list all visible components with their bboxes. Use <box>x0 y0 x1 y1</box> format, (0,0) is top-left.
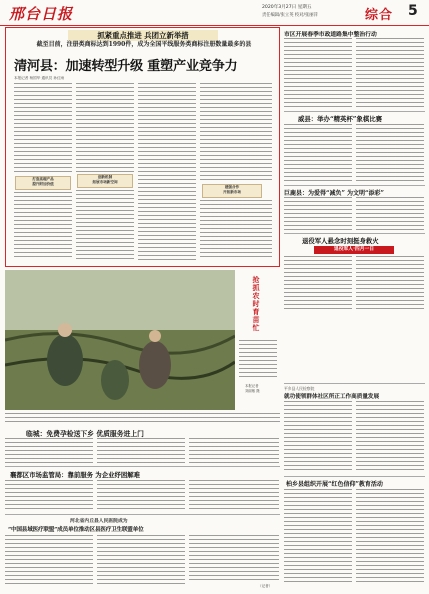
lead-col-1 <box>14 83 72 175</box>
lower-h3-kicker: 河北省内丘县人民医院成为 <box>70 519 128 524</box>
lead-headline: 清河县：加速转型升级 重塑产业竞争力 <box>14 59 238 74</box>
right-h2: 威县：举办“精英杯”象棋比赛 <box>298 115 383 123</box>
masthead <box>0 0 429 26</box>
right-h1: 市区开展春季市政道路集中整治行动 <box>284 32 377 38</box>
lead-col-1b <box>14 192 72 260</box>
newspaper-logo: 邢台日报 <box>9 5 74 23</box>
editor-credit: 责任编辑/张立英 校对/张丽萍 <box>262 13 318 18</box>
lead-col-3 <box>138 83 196 260</box>
lead-box-2: 创新机制 拓展市场新空间 <box>77 174 133 188</box>
section-name: 综合 <box>365 8 394 23</box>
issue-date: 2020年3月27日 星期五 <box>262 5 312 10</box>
right-h5: 就功使领群体社区所正工作高质量发展 <box>284 394 380 400</box>
lead-col-2 <box>76 83 134 173</box>
lower-h2: 襄都区市场监管局：靠前服务 为企业纾困解难 <box>10 471 141 479</box>
right-h4-bar: 退役军人·四月一日 <box>314 246 394 254</box>
right-h6: 柏乡县组织开展“红色信仰”教育活动 <box>286 481 383 488</box>
lower-h1: 临城：免费孕检送下乡 优质服务进上门 <box>26 430 144 438</box>
lead-box-3: 建强合作 开拓新市场 <box>202 184 262 198</box>
lead-col-4b <box>200 200 272 260</box>
lead-col-2b <box>76 190 134 260</box>
right-h5-kicker: 平乡县人民检察院 <box>284 386 315 391</box>
lead-kicker: 抓紧重点推进 兵团立新举措 <box>68 30 218 41</box>
photo-credit: 本报记者 刘丽敏 摄 <box>245 384 260 393</box>
page-number: 5 <box>408 3 418 19</box>
photo-caption-column <box>237 270 281 410</box>
lead-subhead: 截至目前，注册类商标达到1990件，成为全国平线服务类商标注册数量最多的县 <box>36 41 252 48</box>
lead-box-1: 打造高端产品 提升附加价值 <box>15 176 71 190</box>
vineyard-scene-image <box>5 270 235 410</box>
lower-h3: “中国县域医疗联盟”成员单位推动区县医疗卫生联盟单位 <box>8 527 144 533</box>
footer-credit: （记者） <box>258 584 273 588</box>
lead-col-4 <box>200 83 272 183</box>
photo-caption-vertical: 抢抓农时育苗忙 <box>252 276 261 332</box>
lead-article <box>5 27 280 267</box>
vineyard-photo <box>5 270 235 410</box>
lead-byline: 本报记者 杨国华 通讯员 孙红雨 <box>14 76 65 80</box>
right-h3: 巨鹿县：为爱得“减负” 为文明“添彩” <box>284 190 384 197</box>
right-h4: 退役军人悬念时刻挺身救火 <box>302 237 379 245</box>
